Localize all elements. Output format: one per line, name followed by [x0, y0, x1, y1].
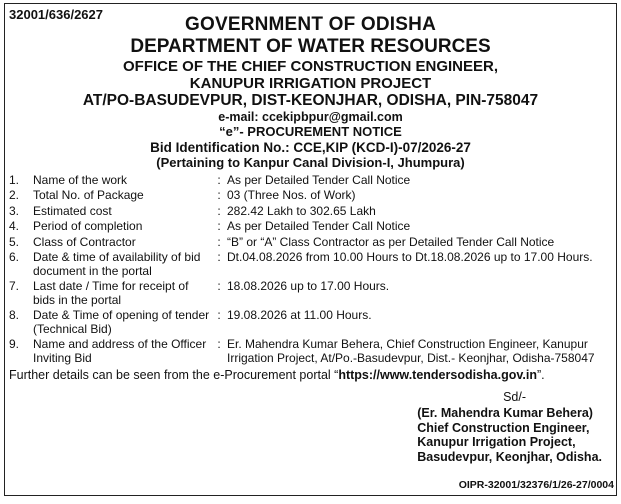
project-heading: KANUPUR IRRIGATION PROJECT — [189, 74, 432, 92]
bid-identification: Bid Identification No.: CCE,KIP (KCD-I)-07/2026-27 — [150, 140, 471, 156]
reference-number: 32001/636/2627 — [9, 7, 103, 22]
item-number: 4. — [9, 219, 20, 234]
item-number: 8. — [9, 308, 20, 323]
item-number: 1. — [9, 172, 20, 187]
further-details — [9, 368, 612, 382]
list-item — [9, 220, 612, 234]
item-number: 6. — [9, 250, 20, 265]
item-value: As per Detailed Tender Call Notice — [227, 219, 411, 234]
notice-header — [9, 14, 612, 171]
email-line: e-mail: ccekipbpur@gmail.com — [218, 110, 403, 124]
address-heading: AT/PO-BASUDEVPUR, DIST-KEONJHAR, ODISHA, PIN-758047 — [82, 92, 539, 110]
item-number: 3. — [9, 203, 20, 218]
item-label: Class of Contractor — [33, 234, 136, 249]
item-colon: : — [217, 308, 221, 323]
signature-mark: Sd/- — [503, 390, 526, 404]
list-item — [9, 174, 612, 188]
list-item — [9, 205, 612, 219]
further-text: Further details can be seen from the e-Procurement portal “ — [9, 368, 339, 383]
office-heading: OFFICE OF THE CHIEF CONSTRUCTION ENGINEER, — [122, 57, 498, 75]
signature-block — [417, 406, 602, 464]
list-item — [9, 251, 612, 278]
item-number: 2. — [9, 188, 20, 203]
signatory-address: Basudevpur, Keonjhar, Odisha. — [417, 449, 602, 464]
item-label: Date & Time of opening of tender (Technical Bid) — [33, 308, 210, 336]
tender-notice — [4, 3, 617, 496]
department-heading: DEPARTMENT OF WATER RESOURCES — [130, 35, 491, 57]
item-value: 19.08.2026 at 11.00 Hours. — [227, 308, 372, 323]
item-value: Dt.04.08.2026 from 10.00 Hours to Dt.18.08.2026 up to 17.00 Hours. — [227, 250, 593, 265]
item-value: 18.08.2026 up to 17.00 Hours. — [227, 279, 390, 294]
item-value: “B” or “A” Class Contractor as per Detailed Tender Call Notice — [227, 234, 555, 249]
list-item — [9, 189, 612, 203]
item-colon: : — [217, 279, 221, 294]
item-label: Estimated cost — [33, 203, 112, 218]
item-colon: : — [217, 337, 221, 352]
item-colon: : — [217, 203, 221, 218]
item-colon: : — [217, 188, 221, 203]
item-label: Last date / Time for receipt of bids in the portal — [33, 279, 189, 307]
item-label: Period of completion — [33, 219, 143, 234]
further-end: ”. — [536, 368, 545, 383]
item-label: Date & time of availability of bid document in the portal — [33, 250, 201, 278]
list-item — [9, 338, 612, 365]
pertaining-line: (Pertaining to Kanpur Canal Division-I, Jhumpura) — [156, 154, 465, 170]
item-value: As per Detailed Tender Call Notice — [227, 172, 411, 187]
item-colon: : — [217, 219, 221, 234]
item-number: 9. — [9, 337, 20, 352]
notice-title: “e”- PROCUREMENT NOTICE — [219, 124, 402, 140]
portal-link[interactable]: https://www.tendersodisha.gov.in — [338, 368, 537, 383]
item-number: 7. — [9, 279, 20, 294]
item-label: Name and address of the Officer Inviting Bid — [33, 337, 207, 365]
item-colon: : — [217, 234, 221, 249]
signatory-name: (Er. Mahendra Kumar Behera) — [417, 406, 593, 420]
item-colon: : — [217, 172, 221, 187]
oipr-number: OIPR-32001/32376/1/26-27/0004 — [458, 479, 614, 491]
list-item — [9, 236, 612, 250]
item-value: 282.42 Lakh to 302.65 Lakh — [227, 203, 376, 218]
item-label: Total No. of Package — [33, 188, 144, 203]
list-item — [9, 309, 612, 336]
government-heading: GOVERNMENT OF ODISHA — [184, 14, 436, 35]
signatory-title: Chief Construction Engineer, — [417, 420, 590, 435]
item-value: 03 (Three Nos. of Work) — [227, 188, 356, 203]
item-value: Er. Mahendra Kumar Behera, Chief Construction Engineer, Kanupur Irrigation Project, At/Po.-Basudevpur, Dist.- Keonjhar, Odisha-758047 — [227, 337, 595, 365]
notice-items — [9, 174, 612, 366]
list-item — [9, 280, 612, 307]
item-label: Name of the work — [33, 172, 128, 187]
item-number: 5. — [9, 234, 20, 249]
signatory-project: Kanupur Irrigation Project, — [417, 435, 576, 449]
item-colon: : — [217, 250, 221, 265]
